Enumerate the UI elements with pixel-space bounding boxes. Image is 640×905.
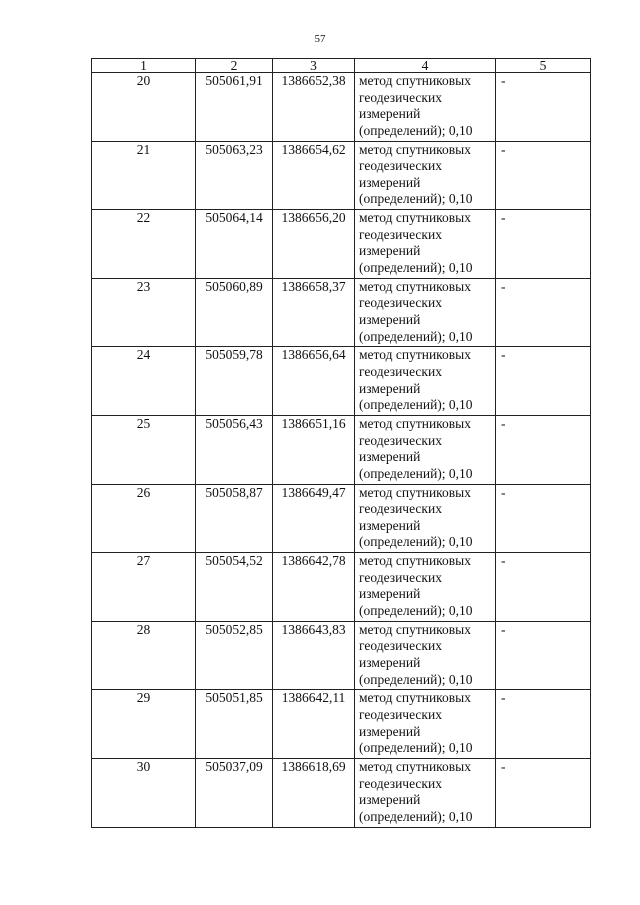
method-line: (определений); 0,10 (359, 191, 473, 207)
point-number-cell: 22 (92, 210, 196, 279)
method-line: измерений (359, 106, 421, 122)
note-cell: - (496, 141, 591, 210)
header-col-4: 4 (355, 59, 496, 73)
method-line: метод спутниковых (359, 484, 471, 500)
method-line: метод спутниковых (359, 210, 471, 226)
y-coordinate-cell: 1386643,83 (273, 621, 355, 690)
page-number: 57 (314, 33, 326, 45)
point-number-cell: 20 (92, 73, 196, 142)
point-number-cell: 21 (92, 141, 196, 210)
method-line: геодезических (359, 638, 442, 654)
table-row (92, 210, 591, 279)
method-line: измерений (359, 586, 421, 602)
table-row (92, 553, 591, 622)
note-cell: - (496, 553, 591, 622)
method-cell (355, 141, 496, 210)
method-line: метод спутниковых (359, 553, 471, 569)
method-line: геодезических (359, 432, 442, 448)
method-line: измерений (359, 380, 421, 396)
note-cell: - (496, 690, 591, 759)
x-coordinate-cell: 505059,78 (196, 347, 273, 416)
method-cell (355, 758, 496, 827)
table-body (92, 73, 591, 828)
method-line: (определений); 0,10 (359, 259, 473, 275)
method-line: метод спутниковых (359, 347, 471, 363)
method-cell (355, 347, 496, 416)
note-cell: - (496, 758, 591, 827)
method-line: метод спутниковых (359, 278, 471, 294)
table-row (92, 758, 591, 827)
method-cell (355, 621, 496, 690)
method-line: (определений); 0,10 (359, 465, 473, 481)
table-row (92, 415, 591, 484)
y-coordinate-cell: 1386618,69 (273, 758, 355, 827)
point-number-cell: 24 (92, 347, 196, 416)
method-line: (определений); 0,10 (359, 671, 473, 687)
point-number-cell: 27 (92, 553, 196, 622)
method-line: геодезических (359, 158, 442, 174)
header-col-2: 2 (196, 59, 273, 73)
y-coordinate-cell: 1386649,47 (273, 484, 355, 553)
method-cell (355, 484, 496, 553)
note-cell: - (496, 484, 591, 553)
y-coordinate-cell: 1386642,78 (273, 553, 355, 622)
method-line: метод спутниковых (359, 758, 471, 774)
table-row (92, 73, 591, 142)
method-line: метод спутниковых (359, 415, 471, 431)
table-row (92, 690, 591, 759)
method-line: метод спутниковых (359, 621, 471, 637)
y-coordinate-cell: 1386656,64 (273, 347, 355, 416)
method-line: измерений (359, 517, 421, 533)
method-line: измерений (359, 449, 421, 465)
table-row (92, 621, 591, 690)
point-number-cell: 30 (92, 758, 196, 827)
method-line: (определений); 0,10 (359, 808, 473, 824)
y-coordinate-cell: 1386656,20 (273, 210, 355, 279)
method-line: геодезических (359, 775, 442, 791)
method-line: измерений (359, 243, 421, 259)
point-number-cell: 29 (92, 690, 196, 759)
method-line: метод спутниковых (359, 141, 471, 157)
table-row (92, 484, 591, 553)
x-coordinate-cell: 505064,14 (196, 210, 273, 279)
method-line: измерений (359, 723, 421, 739)
note-cell: - (496, 621, 591, 690)
method-line: (определений); 0,10 (359, 328, 473, 344)
header-col-5: 5 (496, 59, 591, 73)
method-line: (определений); 0,10 (359, 534, 473, 550)
y-coordinate-cell: 1386658,37 (273, 278, 355, 347)
header-col-1: 1 (92, 59, 196, 73)
table-row (92, 141, 591, 210)
note-cell: - (496, 73, 591, 142)
note-cell: - (496, 415, 591, 484)
x-coordinate-cell: 505052,85 (196, 621, 273, 690)
x-coordinate-cell: 505051,85 (196, 690, 273, 759)
note-cell: - (496, 210, 591, 279)
method-line: метод спутниковых (359, 73, 471, 88)
method-cell (355, 415, 496, 484)
method-line: геодезических (359, 363, 442, 379)
x-coordinate-cell: 505058,87 (196, 484, 273, 553)
method-cell (355, 210, 496, 279)
y-coordinate-cell: 1386654,62 (273, 141, 355, 210)
method-line: геодезических (359, 89, 442, 105)
x-coordinate-cell: 505054,52 (196, 553, 273, 622)
method-line: (определений); 0,10 (359, 740, 473, 756)
method-line: метод спутниковых (359, 690, 471, 706)
method-line: геодезических (359, 501, 442, 517)
x-coordinate-cell: 505037,09 (196, 758, 273, 827)
method-line: (определений); 0,10 (359, 122, 473, 138)
method-line: измерений (359, 654, 421, 670)
method-line: (определений); 0,10 (359, 602, 473, 618)
header-row (92, 59, 591, 73)
table-row (92, 278, 591, 347)
method-line: геодезических (359, 706, 442, 722)
method-cell (355, 278, 496, 347)
table-row (92, 347, 591, 416)
note-cell: - (496, 347, 591, 416)
y-coordinate-cell: 1386642,11 (273, 690, 355, 759)
point-number-cell: 28 (92, 621, 196, 690)
note-cell: - (496, 278, 591, 347)
header-col-3: 3 (273, 59, 355, 73)
point-number-cell: 23 (92, 278, 196, 347)
point-number-cell: 25 (92, 415, 196, 484)
y-coordinate-cell: 1386651,16 (273, 415, 355, 484)
method-line: геодезических (359, 569, 442, 585)
coordinates-table (91, 58, 591, 828)
method-cell (355, 690, 496, 759)
x-coordinate-cell: 505063,23 (196, 141, 273, 210)
table-header (92, 59, 591, 73)
point-number-cell: 26 (92, 484, 196, 553)
method-line: (определений); 0,10 (359, 397, 473, 413)
x-coordinate-cell: 505061,91 (196, 73, 273, 142)
method-line: геодезических (359, 226, 442, 242)
method-line: измерений (359, 174, 421, 190)
method-line: измерений (359, 311, 421, 327)
method-cell (355, 553, 496, 622)
x-coordinate-cell: 505056,43 (196, 415, 273, 484)
x-coordinate-cell: 505060,89 (196, 278, 273, 347)
method-line: геодезических (359, 295, 442, 311)
y-coordinate-cell: 1386652,38 (273, 73, 355, 142)
method-line: измерений (359, 792, 421, 808)
method-cell (355, 73, 496, 142)
